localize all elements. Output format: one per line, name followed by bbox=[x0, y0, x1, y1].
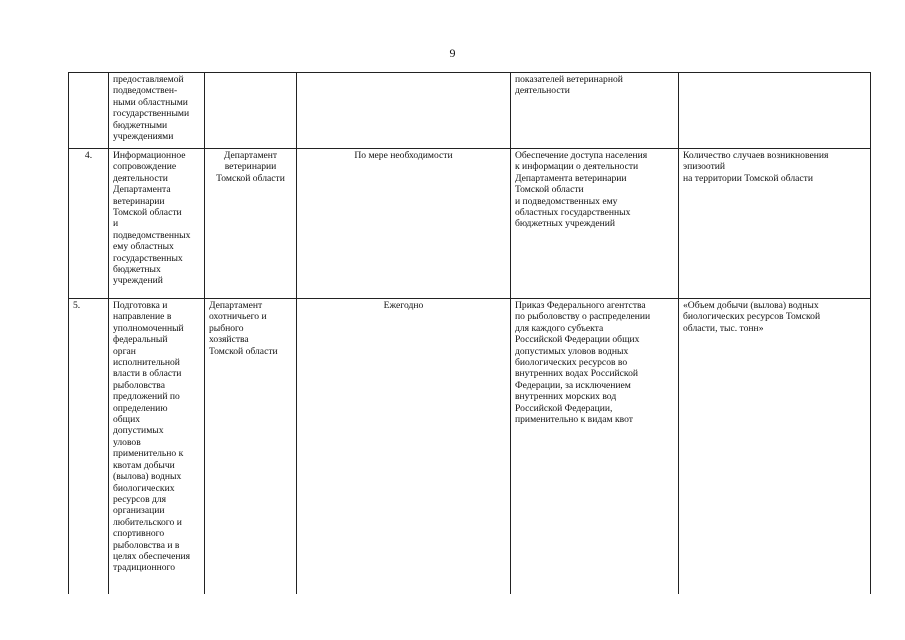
expected-result bbox=[511, 299, 679, 597]
text-line: допустимых уловов водных bbox=[515, 345, 629, 357]
text-line: Приказ Федерального агентства bbox=[515, 300, 646, 311]
text-line: рыбного bbox=[209, 322, 244, 334]
text-line: целях обеспечения bbox=[113, 550, 191, 562]
text-line: федеральный bbox=[113, 334, 168, 346]
text-line: «Объем добычи (вылова) водных bbox=[683, 300, 819, 311]
text-line: Количество случаев возникновения bbox=[683, 150, 829, 161]
text-line: эпизоотий bbox=[683, 161, 726, 173]
text-line: Департамента bbox=[113, 184, 171, 196]
text-line: Информационное bbox=[113, 150, 186, 161]
text-line: Российской Федерации, bbox=[515, 402, 613, 414]
text-line: показателей ветеринарной bbox=[515, 74, 623, 85]
text-line: Обеспечение доступа населения bbox=[515, 150, 648, 161]
text-line: Томской области bbox=[515, 184, 584, 196]
text-line: Подготовка и bbox=[113, 300, 168, 311]
expected-result bbox=[511, 73, 679, 149]
executor bbox=[205, 149, 297, 299]
text-line: ветеринарии bbox=[224, 161, 277, 173]
table-row bbox=[69, 149, 871, 299]
deadline: Ежегодно bbox=[297, 299, 511, 597]
text-line: для каждого субъекта bbox=[515, 322, 604, 334]
text-line: Российской Федерации общих bbox=[515, 334, 640, 346]
text-line: исполнительной bbox=[113, 357, 180, 369]
page-number: 9 bbox=[449, 46, 456, 60]
text-line: внутренних водах Российской bbox=[515, 368, 639, 380]
indicator bbox=[679, 299, 871, 597]
deadline bbox=[297, 73, 511, 149]
indicator bbox=[679, 73, 871, 149]
text-line: охотничьего и bbox=[209, 311, 267, 323]
text-line: рыболовства и в bbox=[113, 539, 180, 551]
row-number: 5. bbox=[69, 299, 109, 597]
text-line: государственных bbox=[113, 252, 183, 264]
table-row bbox=[69, 299, 871, 597]
text-line: и bbox=[113, 218, 119, 230]
text-line: областных государственных bbox=[515, 207, 631, 219]
text-line: деятельности bbox=[515, 85, 570, 97]
text-line: и подведомственных ему bbox=[515, 195, 618, 207]
text-line: предоставляемой bbox=[113, 74, 184, 85]
text-line: общих bbox=[113, 414, 140, 426]
expected-result bbox=[511, 149, 679, 299]
text-line: бюджетных учреждений bbox=[515, 218, 616, 230]
text-line: уполномоченный bbox=[113, 322, 184, 334]
text-line: применительно к видам квот bbox=[515, 414, 633, 426]
text-line: бюджетных bbox=[113, 264, 161, 276]
text-line: традиционного bbox=[113, 562, 176, 574]
text-line: орган bbox=[113, 345, 136, 357]
text-line: на территории Томской области bbox=[683, 172, 813, 184]
text-line: Федерации, за исключением bbox=[515, 379, 631, 391]
text-line: хозяйства bbox=[209, 334, 249, 346]
text-line: Томской области bbox=[113, 207, 182, 219]
text-line: уловов bbox=[113, 436, 141, 448]
text-line: деятельности bbox=[113, 172, 168, 184]
deadline: По мере необходимости bbox=[297, 149, 511, 299]
text-line: предложений по bbox=[113, 391, 180, 403]
text-line: любительского и bbox=[113, 516, 182, 528]
text-line: допустимых bbox=[113, 425, 164, 437]
text-line: ему областных bbox=[113, 241, 174, 253]
text-line: организации bbox=[113, 505, 165, 517]
measure-name bbox=[109, 149, 205, 299]
text-line: ресурсов для bbox=[113, 493, 167, 505]
text-line: власти в области bbox=[113, 368, 182, 380]
executor bbox=[205, 73, 297, 149]
text-line: внутренних морских вод bbox=[515, 391, 617, 403]
text-line: к информации о деятельности bbox=[515, 161, 639, 173]
text-line: биологических ресурсов Томской bbox=[683, 311, 821, 323]
indicator bbox=[679, 149, 871, 299]
text-line: ветеринарии bbox=[113, 195, 165, 207]
text-line: области, тыс. тонн» bbox=[683, 322, 764, 334]
text-line: подведомствен- bbox=[113, 85, 178, 97]
plan-table bbox=[68, 72, 871, 597]
text-line: Департамент bbox=[223, 150, 278, 161]
text-line: по рыболовству о распределении bbox=[515, 311, 651, 323]
text-line: определению bbox=[113, 402, 168, 414]
measure-name bbox=[109, 73, 205, 149]
executor bbox=[205, 299, 297, 597]
text-line: бюджетными bbox=[113, 119, 168, 131]
text-line: биологических ресурсов во bbox=[515, 357, 628, 369]
text-line: квотам добычи bbox=[113, 459, 175, 471]
text-line: направление в bbox=[113, 311, 172, 323]
page-bottom-margin bbox=[0, 594, 905, 640]
text-line: (вылова) водных bbox=[113, 471, 182, 483]
text-line: учреждениями bbox=[113, 131, 174, 143]
text-line: применительно к bbox=[113, 448, 184, 460]
text-line: государственными bbox=[113, 108, 190, 120]
table-row bbox=[69, 73, 871, 149]
text-line: сопровождение bbox=[113, 161, 177, 173]
text-line: спортивного bbox=[113, 528, 165, 540]
text-line: Департамента ветеринарии bbox=[515, 172, 627, 184]
text-line: подведомственных bbox=[113, 229, 191, 241]
measure-name bbox=[109, 299, 205, 597]
text-line: рыболовства bbox=[113, 379, 165, 391]
text-line: Томской области bbox=[209, 345, 278, 357]
text-line: Томской области bbox=[216, 172, 285, 184]
row-number bbox=[69, 73, 109, 149]
text-line: учреждений bbox=[113, 275, 163, 287]
text-line: ными областными bbox=[113, 96, 188, 108]
row-number: 4. bbox=[69, 149, 109, 299]
text-line: биологических bbox=[113, 482, 175, 494]
text-line: Департамент bbox=[209, 300, 263, 311]
